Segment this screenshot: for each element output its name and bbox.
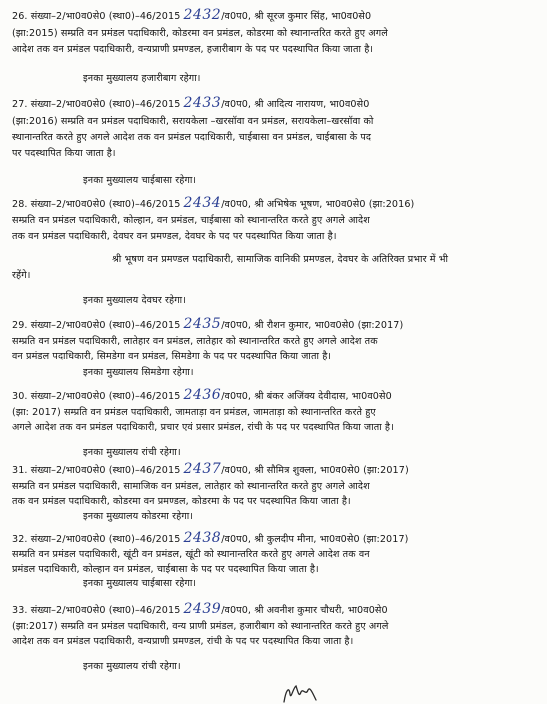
order-28-headquarters: इनका मुख्यालय देवघर रहेगा। (83, 295, 186, 306)
order-31-headquarters: इनका मुख्यालय कोडरमा रहेगा। (83, 511, 194, 522)
order-29-headquarters: इनका मुख्यालय सिमडेगा रहेगा। (83, 367, 194, 378)
order-29-heading: 29. संख्या–2/भा0व0से0 (स्था0)–46/2015 2435/व0प0, श्री रौशन कुमार, भा0व0से0 (झा:2017) (12, 316, 404, 332)
order-28-heading: 28. संख्या–2/भा0व0से0 (स्था0)–46/2015 2434/व0प0, श्री अभिषेक भूषण, भा0व0से0 (झा:2016) (12, 195, 415, 211)
order-33-heading: 33. संख्या–2/भा0व0से0 (स्था0)–46/2015 2439/व0प0, श्री अवनीश कुमार चौधरी, भा0व0से0 (12, 601, 388, 617)
order-26-heading: 26. संख्या–2/भा0व0से0 (स्था0)–46/2015 2432/व0प0, श्री सूरज कुमार सिंह, भा0व0से0 (12, 7, 372, 23)
handwritten-number: 2435 (183, 316, 222, 332)
order-27-body: (झा:2016) सम्प्रति वन प्रमंडल पदाधिकारी, सरायकेला –खरसॉवा वन प्रमंडल, सरायकेला–खरसॉवा को (12, 116, 374, 127)
order-32-heading: 32. संख्या–2/भा0व0से0 (स्था0)–46/2015 2438/व0प0, श्री कुलदीप मीना, भा0व0से0 (झा:2017) (12, 530, 409, 546)
order-32-body: प्रमंडल पदाधिकारी, कोल्हान वन प्रमंडल, चाईबासा के पद पर पदस्थापित किया जाता है। (12, 564, 319, 575)
order-26-body: आदेश तक वन प्रमंडल पदाधिकारी, वन्यप्राणी प्रमण्डल, हजारीबाग के पद पर पदस्थापित किया जाता है। (12, 44, 374, 55)
order-31-body: सम्प्रति वन प्रमंडल पदाधिकारी, सामाजिक वन प्रमंडल, लातेहार को स्थानान्तरित करते हुए अगले आदेश (12, 481, 370, 492)
order-33-headquarters: इनका मुख्यालय रांची रहेगा। (83, 661, 181, 672)
order-29-body: सम्प्रति वन प्रमंडल पदाधिकारी, लातेहार वन प्रमंडल, लातेहार को स्थानान्तरित करते हुए अगले आदेश तक (12, 336, 378, 347)
handwritten-number: 2437 (183, 461, 222, 477)
handwritten-number: 2432 (183, 7, 222, 23)
handwritten-number: 2439 (183, 601, 222, 617)
handwritten-number: 2434 (183, 195, 222, 211)
handwritten-number: 2436 (183, 387, 222, 403)
order-32-headquarters: इनका मुख्यालय चाईबासा रहेगा। (83, 578, 197, 589)
order-31-heading: 31. संख्या–2/भा0व0से0 (स्था0)–46/2015 2437/व0प0, श्री सौमित्र शुक्ला, भा0व0से0 (झा:2017) (12, 461, 409, 477)
order-32-body: सम्प्रति वन प्रमंडल पदाधिकारी, खूंटी वन प्रमंडल, खूंटी को स्थानान्तरित करते हुए अगले आदेश तक वन (12, 549, 370, 560)
order-28-body: सम्प्रति वन प्रमंडल पदाधिकारी, कोल्हान, वन प्रमंडल, चाईबासा को स्थानान्तरित करते हुए अगले आदेश (12, 215, 370, 226)
handwritten-number: 2433 (183, 95, 222, 111)
order-27-heading: 27. संख्या–2/भा0व0से0 (स्था0)–46/2015 2433/व0प0, श्री आदित्य नारायण, भा0व0से0 (12, 95, 370, 111)
order-26-body: (झा:2015) सम्प्रति वन प्रमंडल पदाधिकारी, कोडरमा वन प्रमंडल, कोडरमा को स्थानान्तरित करते हुए अगले (12, 28, 388, 39)
order-27-body: पर पदस्थापित किया जाता है। (12, 148, 116, 159)
order-30-heading: 30. संख्या–2/भा0व0से0 (स्था0)–46/2015 2436/व0प0, श्री बंकर अजिंक्य देवीदास, भा0व0से0 (12, 387, 392, 403)
order-30-body: अगले आदेश तक वन प्रमंडल पदाधिकारी, प्रचार एवं प्रसार प्रमंडल, रांची के पद पर पदस्थापित किया जाता है। (12, 422, 394, 433)
order-30-body: (झा: 2017) सम्प्रति वन प्रमंडल पदाधिकारी, जामताड़ा वन प्रमंडल, जामताड़ा को स्थानान्तरित करते हुए (12, 407, 376, 418)
order-33-body: (झा:2017) सम्प्रति वन प्रमंडल पदाधिकारी, वन्य प्राणी प्रमंडल, हजारीबाग को स्थानान्तरित करते हुए अगले (12, 621, 389, 632)
order-28-body: तक वन प्रमंडल पदाधिकारी, देवघर वन प्रमण्डल, देवघर के पद पर पदस्थापित किया जाता है। (12, 231, 337, 242)
order-28-additional-charge: श्री भूषण वन प्रमण्डल पदाधिकारी, सामाजिक वानिकी प्रमण्डल, देवघर के अतिरिक्त प्रभार में भी (112, 254, 449, 265)
order-29-body: वन प्रमंडल पदाधिकारी, सिमडेगा वन प्रमंडल, सिमडेगा के पद पर पदस्थापित किया जाता है। (12, 351, 332, 362)
signature-mark (280, 680, 320, 704)
order-28-additional-charge: रहेंगे। (12, 270, 31, 281)
order-30-headquarters: इनका मुख्यालय रांची रहेगा। (83, 447, 181, 458)
order-26-headquarters: इनका मुख्यालय हजारीबाग रहेगा। (83, 73, 201, 84)
order-27-headquarters: इनका मुख्यालय चाईबासा रहेगा। (83, 175, 197, 186)
order-33-body: आदेश तक वन प्रमंडल पदाधिकारी, वन्यप्राणी प्रमण्डल, रांची के पद पर पदस्थापित किया जाता है। (12, 636, 354, 647)
order-31-body: तक वन प्रमंडल पदाधिकारी, कोडरमा वन प्रमण्डल, कोडरमा के पद पर पदस्थापित किया जाता है। (12, 496, 351, 507)
handwritten-number: 2438 (183, 530, 222, 546)
order-27-body: स्थानान्तरित करते हुए अगले आदेश तक वन प्रमंडल पदाधिकारी, चाईबासा वन प्रमंडल, चाईबासा के पद (12, 132, 372, 143)
